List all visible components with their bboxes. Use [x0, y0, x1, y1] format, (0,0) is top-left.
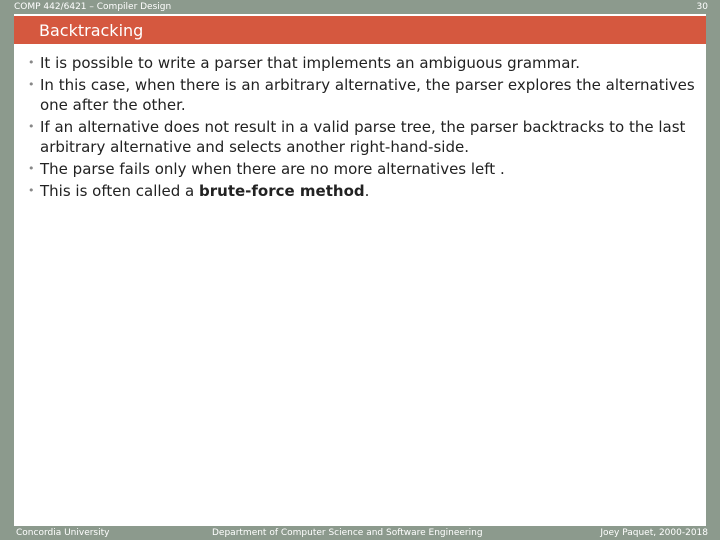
bullet-text: The parse fails only when there are no more alternatives left . — [40, 160, 505, 178]
bullet-text: In this case, when there is an arbitrary alternative, the parser explores the alternatives one after the other. — [40, 76, 695, 114]
bullet-dot-icon: • — [28, 184, 35, 197]
bullet-item — [28, 159, 698, 179]
slide-body — [14, 14, 706, 526]
top-bar — [0, 0, 720, 14]
bullet-dot-icon: • — [28, 120, 35, 133]
bullet-text: It is possible to write a parser that implements an ambiguous grammar. — [40, 54, 580, 72]
bullet-dot-icon: • — [28, 162, 35, 175]
bullet-list — [28, 53, 698, 203]
bullet-item — [28, 181, 698, 201]
footer-university: Concordia University — [16, 528, 110, 538]
footer — [0, 526, 720, 540]
bullet-item — [28, 53, 698, 73]
bullet-text: If an alternative does not result in a valid parse tree, the parser backtracks to the last arbitrary alternative and selects another right-hand-side. — [40, 118, 686, 156]
bullet-item — [28, 117, 698, 157]
bullet-emphasis: brute-force method — [199, 182, 365, 200]
bullet-text-prefix: This is often called a — [40, 182, 200, 200]
course-title: COMP 442/6421 – Compiler Design — [14, 2, 172, 12]
title-bar — [14, 16, 706, 44]
footer-department: Department of Computer Science and Software Engineering — [212, 528, 483, 538]
bullet-text-suffix: . — [364, 182, 370, 200]
bullet-dot-icon: • — [28, 56, 35, 69]
footer-author: Joey Paquet, 2000-2018 — [600, 528, 708, 538]
slide-title: Backtracking — [39, 21, 144, 40]
bullet-item — [28, 75, 698, 115]
bullet-dot-icon: • — [28, 78, 35, 91]
slide-number: 30 — [696, 2, 708, 12]
